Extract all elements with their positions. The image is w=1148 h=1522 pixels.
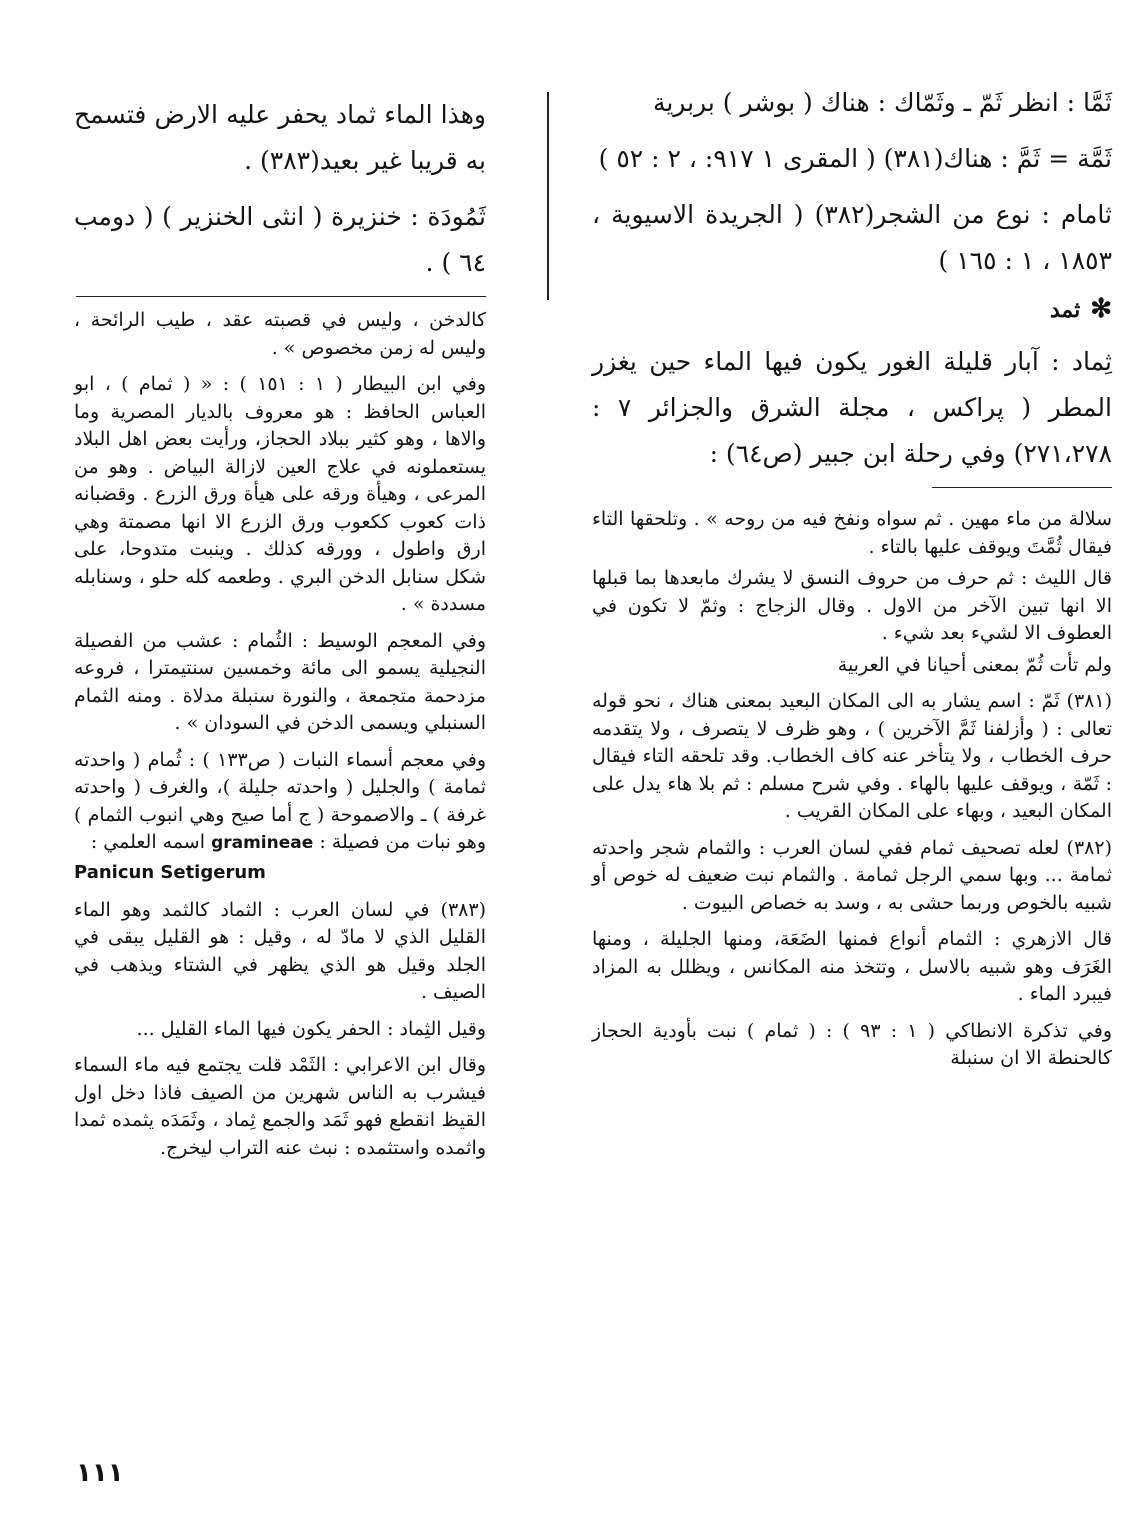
note-continuation: سلالة من ماء مهين . ثم سواه ونفخ فيه من روحه » . وتلحقها التاء فيقال ثُمَّتَ ويوقف عليها بالتاء . xyxy=(592,508,1112,558)
page-number: ١١١ xyxy=(76,1458,124,1488)
footnote-divider-left xyxy=(76,296,486,297)
entry-water-thimad: وهذا الماء ثماد يحفر عليه الارض فتسمح به قريبا غير بعيد(٣٨٣) . xyxy=(74,100,486,175)
note-dukhn: كالدخن ، وليس في قصبته عقد ، طيب الرائحة ، وليس له زمن مخصوص » . xyxy=(74,309,486,359)
latin-binomial: Panicun Setigerum xyxy=(74,861,266,883)
entry-thamma: ثَمَّا : انظر ثَمّ ـ وثَمّاك : هناك ( بوشر ) بربرية xyxy=(652,88,1112,117)
star-icon: ✻ xyxy=(1090,294,1112,324)
footnote-383: (٣٨٣) في لسان العرب : الثماد كالثمد وهو الماء القليل الذي لا مادّ له ، وقيل : هو القليل يبقى في الجلد وقيل هو الذي يظهر في الشتاء ويذهب في الصيف . xyxy=(74,898,486,1003)
note-ibn-baitar: وفي ابن البيطار ( ١ : ١٥١ ) : « ( ثمام ) ، ابو العباس الحافظ : هو معروف بالديار المصرية وما والاها ، وهو كثير ببلاد الحجاز، ورأيت بعض اهل البلاد يستعملونه في علاج العين لازالة البياض . وهو من المرعى ، وهيأة ورقه على هيأة ورق الزرع . وقضبانه ذات كعوب ككعوب ورق الزرع الا انها مصمتة وهي ارق واطول ، وورقه كذلك . وينبت متدوحا، على شكل سنابل الدخن البري . وطعمه كله حلو ، وسنابله مسددة » . xyxy=(74,373,487,615)
note-antaki: وفي تذكرة الانطاكي ( ١ : ٩٣ ) : ( ثمام ) نبت بأودية الحجاز كالحنطة الا ان سنبلة xyxy=(592,1019,1113,1069)
entry-thammah: ثَمَّة = ثَمَّ : هناك(٣٨١) ( المقرى ١ ٩١٧: ، ٢ : ٥٢ ) xyxy=(598,144,1112,173)
note-plant-names-text: وفي معجم أسماء النبات ( ص١٣٣ ) : ثُمام ( واحدته ثمامة ) والجليل ( واحدته جليلة )، والغرف ( واحدته غرفة ) ـ والاصموحة ( ج أما صيح وهي انبوب الثمام ) وهو نبات من فصيلة : xyxy=(74,748,486,853)
latin-family: gramineae xyxy=(211,833,314,853)
right-column xyxy=(592,80,1112,1082)
footnote-381: (٣٨١) ثَمّ : اسم يشار به الى المكان البعيد بمعنى هناك ، نحو قوله تعالى : ( وأزلفنا ثَمَّ الآخرين ) ، وهو ظرف لا يتصرف ، ولا يتقدمه حرف الخطاب ، ولا يتأخر عنه كاف الخطاب. وقد تلحقه التاء فيقال : ثَمّة ، ويوقف عليها بالهاء . وفي شرح مسلم : ثم بلا هاء يدل على المكان البعيد ، وبهاء على المكان القريب . xyxy=(592,690,1112,822)
entry-thamudah: ثَمُودَة : خنزيرة ( انثى الخنزير ) ( دومب ٦٤ ) . xyxy=(74,202,486,277)
section-heading-text: ثمد xyxy=(1049,297,1081,323)
note-ahyanan: ولم تأت ثُمّ بمعنى أحيانا في العربية xyxy=(837,653,1112,676)
note-plant-names xyxy=(74,747,486,858)
footnote-382: (٣٨٢) لعله تصحيف ثمام ففي لسان العرب : والثمام شجر واحدته ثمامة ... وبها سمي الرجل ثمامة . والثمام نبت ضعيف له خوص أو شبيه بالخوص وربما حشى به ، وسد به خصاص البيوت . xyxy=(592,836,1112,914)
note-azhari: قال الازهري : الثمام أنواع فمنها الضَعَة، ومنها الجليلة ، ومنها الغَرَف وهو شبيه بالاسل ، وتتخذ منه المكانس ، ويظلل به المزاد فيبرد الماء . xyxy=(592,928,1112,1005)
column-divider xyxy=(547,92,549,300)
note-ibn-arabi: وقال ابن الاعرابي : الثَمْد قلت يجتمع فيه ماء السماء فيشرب به الناس شهرين من الصيف فاذا دخل اول القيظ انقطع فهو ثَمَد والجمع ثِماد ، وثَمَدَه يثمده ثمدا واثمده واستثمده : نبث عنه التراب ليخرج. xyxy=(74,1054,486,1159)
footnote-divider xyxy=(932,487,1112,488)
entry-thimad: ثِماد : آبار قليلة الغور يكون فيها الماء حين يغزر المطر ( پراكس ، مجلة الشرق والجزائر ٧ : ٢٧١،٢٧٨) وفي رحلة ابن جبير (ص٦٤) : xyxy=(592,347,1112,468)
entry-thamam: ثامام : نوع من الشجر(٣٨٢) ( الجريدة الاسيوية ، ١٨٥٣ ، ١ : ١٦٥ ) xyxy=(592,200,1112,275)
scientific-name-label: اسمه العلمي : xyxy=(90,831,206,853)
note-thimad-hafr: وقيل الثِماد : الحفر يكون فيها الماء القليل ... xyxy=(136,1017,486,1040)
left-column xyxy=(74,92,486,1171)
section-heading xyxy=(592,294,1112,325)
note-wasit: وفي المعجم الوسيط : الثُمام : عشب من الفصيلة النجيلية يسمو الى مائة وخمسين سنتيمترا ، فروعه مزدحمة متجمعة ، والنورة سنبلة مدلاة . ومنه الثمام السنبلي ويسمى الدخن في السودان » . xyxy=(74,629,486,734)
note-laith: قال الليث : ثم حرف من حروف النسق لا يشرك مابعدها بما قبلها الا انها تبين الآخر من الاول . وقال الزجاج : وثمّ لا تكون في العطوف الا لشيء بعد شيء . xyxy=(592,567,1112,644)
